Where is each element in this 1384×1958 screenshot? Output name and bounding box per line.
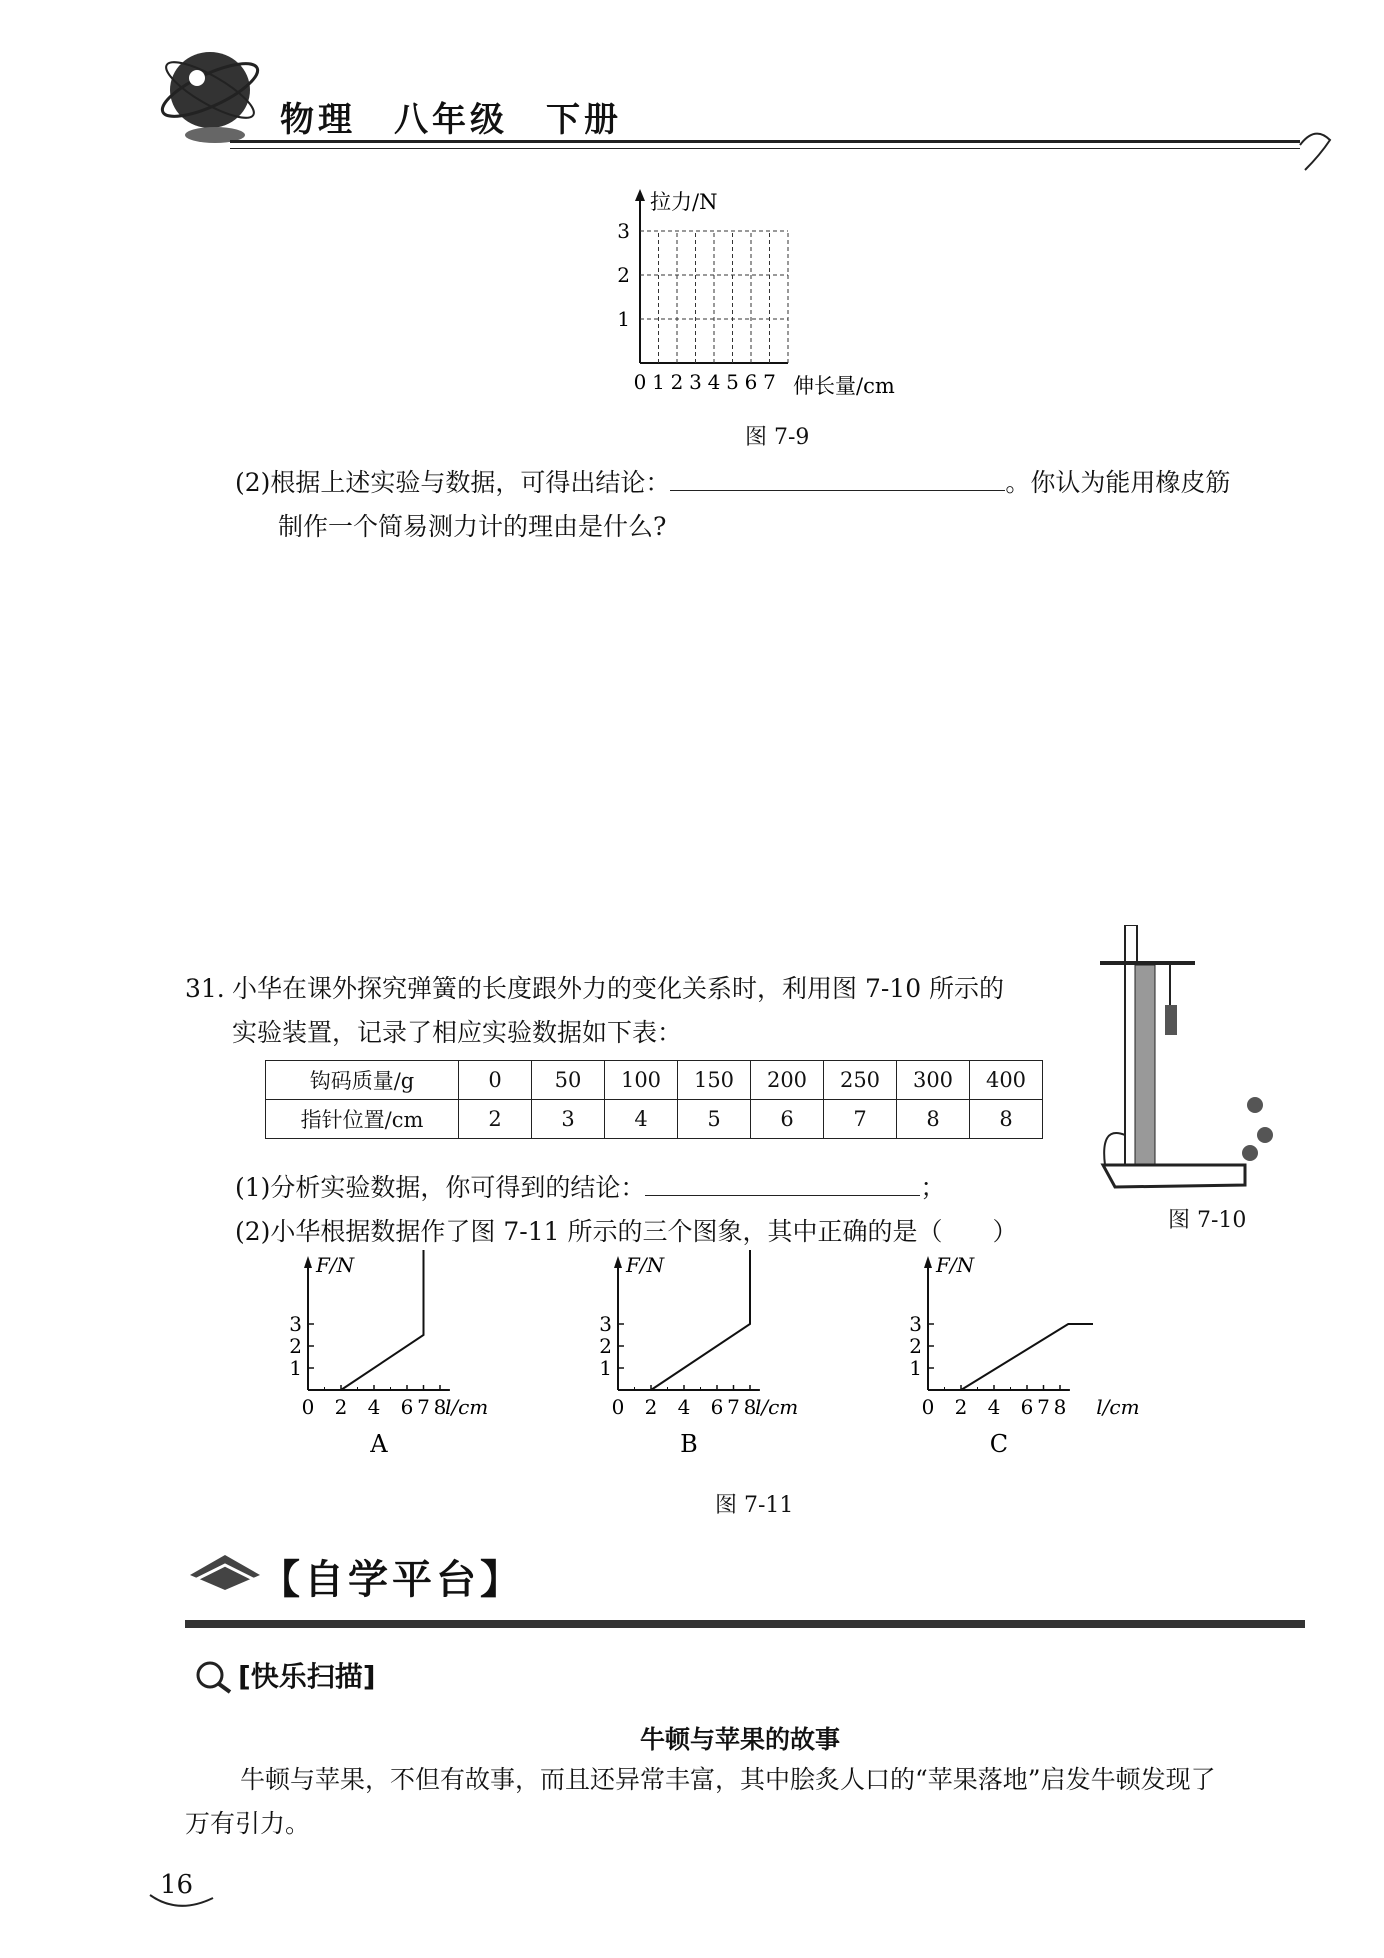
x-tick-label: 1: [652, 370, 665, 394]
x-tick-label: 8: [1053, 1395, 1067, 1419]
y-tick-label: 1: [909, 1356, 922, 1380]
q31-part1-text: (1)分析实验数据，你可得到的结论：: [235, 1173, 646, 1202]
y-tick-label: 1: [599, 1356, 612, 1380]
header-title: 物理 八年级 下册: [280, 100, 622, 140]
figure-7-9-grid: [600, 185, 940, 405]
chart-A: [289, 1250, 488, 1458]
series-line: [651, 1250, 750, 1390]
y-tick-label: 2: [909, 1334, 922, 1358]
y-tick-label: 2: [289, 1334, 302, 1358]
story-title: 牛顿与苹果的故事: [640, 1725, 841, 1754]
x-tick-label: 4: [677, 1395, 691, 1419]
y-axis-arrow: [304, 1256, 312, 1268]
y-tick-label: 1: [289, 1356, 302, 1380]
table-row: [266, 1061, 1043, 1100]
table-cell: 50: [532, 1061, 605, 1100]
table-cell: 6: [751, 1100, 824, 1139]
table-cell: 300: [897, 1061, 970, 1100]
y-axis-arrow: [924, 1256, 932, 1268]
x-tick-label: 3: [689, 370, 702, 394]
header-rule-thin: [230, 148, 1300, 149]
table-cell: 5: [678, 1100, 751, 1139]
x-tick-label: 2: [670, 370, 684, 394]
x-tick-label: 5: [726, 370, 739, 394]
y-tick-label: 2: [599, 1334, 612, 1358]
table-cell: 8: [897, 1100, 970, 1139]
q30-answer-blank[interactable]: [670, 490, 1005, 491]
y-axis-arrow: [614, 1256, 622, 1268]
table-cell: 150: [678, 1061, 751, 1100]
header-rule: [230, 140, 1300, 143]
figure-7-11-charts: [270, 1250, 1220, 1460]
y-tick-label: 2: [617, 263, 630, 287]
page-number: 16: [160, 1870, 194, 1900]
q30-part2-line2: 制作一个简易测力计的理由是什么?: [278, 512, 667, 541]
y-axis-label: 拉力/N: [650, 190, 718, 214]
x-tick-label: 7: [727, 1395, 740, 1419]
q31-line1: 小华在课外探究弹簧的长度跟外力的变化关系时，利用图 7-10 所示的: [232, 974, 1005, 1003]
x-tick-label: 4: [987, 1395, 1001, 1419]
q31-part2: (2)小华根据数据作了图 7-11 所示的三个图象，其中正确的是（ ）: [235, 1217, 1018, 1246]
x-tick-label: 4: [707, 370, 721, 394]
x-tick-label: 8: [433, 1395, 447, 1419]
figure-7-11-caption: 图 7-11: [715, 1493, 794, 1518]
q31-number: 31.: [185, 974, 225, 1003]
x-axis-label: l/cm: [754, 1395, 799, 1419]
table-cell: 0: [459, 1061, 532, 1100]
q31-data-table: [265, 1060, 1043, 1139]
x-axis-label: 伸长量/cm: [793, 374, 895, 398]
q31-part1-end: ；: [920, 1173, 946, 1202]
q30-part2-text-b: 。你认为能用橡皮筋: [1005, 468, 1231, 497]
x-tick-label: 6: [744, 370, 758, 394]
q31-line2: 实验装置，记录了相应实验数据如下表：: [232, 1018, 683, 1047]
x-tick-label: 6: [1020, 1395, 1034, 1419]
table-row: [266, 1100, 1043, 1139]
table-cell: 400: [970, 1061, 1043, 1100]
x-tick-label: 0: [301, 1395, 315, 1419]
spring-apparatus-figure: [1095, 925, 1275, 1195]
x-tick-label: 0: [633, 370, 647, 394]
x-axis-label: l/cm: [444, 1395, 489, 1419]
x-tick-label: 2: [954, 1395, 968, 1419]
chart-option-label: B: [680, 1430, 698, 1458]
table-cell: 4: [605, 1100, 678, 1139]
x-tick-label: 8: [743, 1395, 757, 1419]
table-cell: 100: [605, 1061, 678, 1100]
leaf-ornament-icon: [1295, 120, 1340, 180]
x-tick-label: 7: [763, 370, 776, 394]
x-tick-label: 2: [644, 1395, 658, 1419]
table-cell: 指针位置/cm: [266, 1100, 459, 1139]
y-tick-label: 3: [289, 1312, 302, 1336]
figure-7-9-caption: 图 7-9: [745, 425, 810, 450]
section-rule: [185, 1620, 1305, 1628]
x-tick-label: 7: [417, 1395, 430, 1419]
x-axis-label: l/cm: [1096, 1395, 1140, 1419]
page-number-swash: [148, 1890, 218, 1915]
table-cell: 钩码质量/g: [266, 1061, 459, 1100]
globe-logo-icon: [155, 40, 275, 150]
table-cell: 200: [751, 1061, 824, 1100]
table-cell: 7: [824, 1100, 897, 1139]
x-tick-label: 0: [921, 1395, 935, 1419]
q30-part2: [235, 462, 1325, 504]
y-axis-label: F/N: [626, 1253, 665, 1277]
table-cell: 250: [824, 1061, 897, 1100]
x-tick-label: 4: [367, 1395, 381, 1419]
q30-part2-text: (2)根据上述实验与数据，可得出结论：: [235, 468, 671, 497]
table-cell: 8: [970, 1100, 1043, 1139]
q31-part1: [235, 1167, 945, 1209]
x-tick-label: 6: [710, 1395, 724, 1419]
y-axis-label: F/N: [936, 1253, 975, 1277]
book-icon: [185, 1545, 265, 1595]
chart-B: [599, 1250, 798, 1458]
x-tick-label: 0: [611, 1395, 625, 1419]
y-tick-label: 3: [909, 1312, 922, 1336]
y-tick-label: 3: [599, 1312, 612, 1336]
y-tick-label: 1: [617, 307, 630, 331]
chart-option-label: A: [370, 1430, 388, 1458]
x-tick-label: 2: [334, 1395, 348, 1419]
table-cell: 3: [532, 1100, 605, 1139]
y-axis-arrow: [635, 189, 645, 201]
story-line2: 万有引力。: [185, 1809, 311, 1838]
x-tick-label: 7: [1037, 1395, 1050, 1419]
table-cell: 2: [459, 1100, 532, 1139]
q31-answer-blank[interactable]: [645, 1195, 920, 1196]
y-axis-label: F/N: [316, 1253, 355, 1277]
sub-title-happy-scan: [快乐扫描]: [238, 1660, 376, 1693]
series-line: [961, 1324, 1093, 1390]
magnifier-icon: [190, 1650, 240, 1695]
chart-option-label: C: [989, 1430, 1009, 1458]
story-line1: 牛顿与苹果，不但有故事，而且还异常丰富，其中脍炙人口的“苹果落地”启发牛顿发现了: [240, 1765, 1216, 1794]
chart-C: [909, 1253, 1139, 1458]
section-title-self-study: 【自学平台】: [260, 1557, 524, 1603]
x-tick-label: 6: [400, 1395, 414, 1419]
figure-7-10-caption: 图 7-10: [1168, 1208, 1247, 1233]
y-tick-label: 3: [617, 219, 630, 243]
